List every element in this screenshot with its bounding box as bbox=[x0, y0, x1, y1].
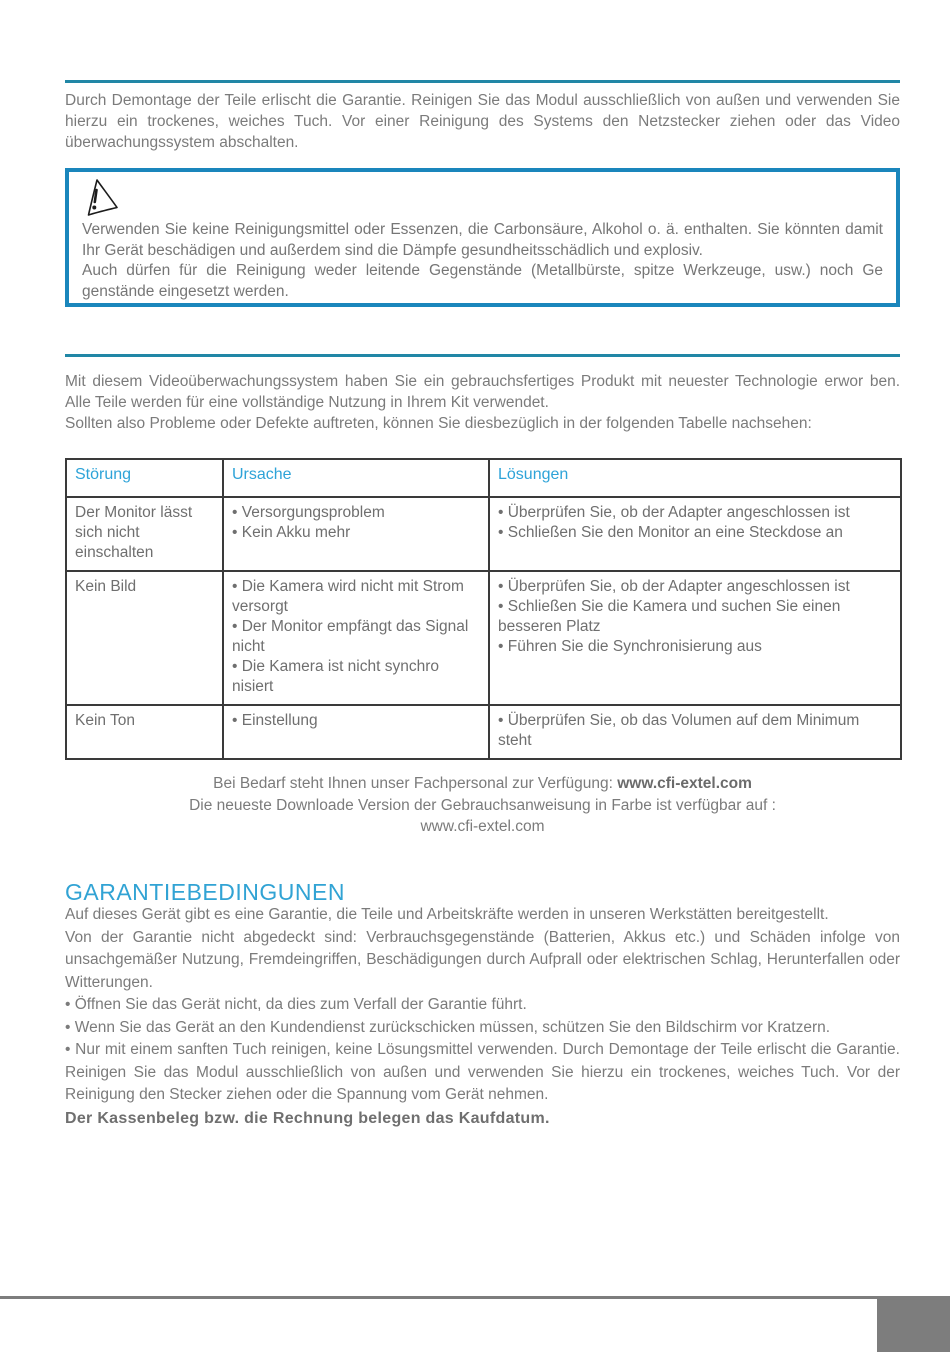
support-url-bold: www.cfi-extel.com bbox=[617, 775, 752, 792]
support-block bbox=[65, 773, 900, 838]
cause-cell bbox=[223, 571, 489, 705]
warning-paragraph: Verwenden Sie keine Reinigungsmittel oder Essenzen, die Carbonsäure, Alkohol o. ä. enthalten. Sie könnten damit Ihr Gerät beschädigen und außerdem sind die Dämpfe gesundheitsschädlich und explosiv. bbox=[82, 221, 883, 259]
footer-corner-block bbox=[877, 1296, 950, 1352]
solution-cell bbox=[489, 705, 901, 759]
warranty-paragraph: • Wenn Sie das Gerät an den Kundendienst zurückschicken müssen, schützen Sie den Bildschirm vor Kratzern. bbox=[65, 1018, 831, 1036]
column-header-problem: Störung bbox=[66, 459, 223, 497]
section-divider-mid bbox=[65, 354, 900, 357]
bullet-item: • Schließen Sie die Kamera und suchen Sie einen besseren Platz bbox=[498, 598, 841, 635]
bullet-item: • Führen Sie die Synchronisierung aus bbox=[498, 638, 762, 655]
warning-triangle-icon bbox=[84, 178, 120, 218]
bullet-item: • Versorgungsproblem bbox=[232, 504, 385, 521]
problem-cell: Kein Ton bbox=[66, 705, 223, 759]
receipt-note: Der Kassenbeleg bzw. die Rechnung belegen das Kaufdatum. bbox=[65, 1110, 550, 1127]
support-line-2: Die neueste Downloade Version der Gebrauchsanweisung in Farbe ist verfügbar auf : bbox=[189, 796, 776, 814]
troubleshooting-table bbox=[65, 458, 902, 760]
product-paragraph: Mit diesem Videoüberwachungssystem haben Sie ein gebrauchsfertiges Produkt mit neuester Technologie erwor ben. Alle Teile werden für eine vollständige Nutzung in Ihrem Kit verwendet. bbox=[65, 373, 900, 411]
bullet-item: • Der Monitor empfängt das Signal nicht bbox=[232, 618, 469, 655]
support-line-1: Bei Bedarf steht Ihnen unser Fachpersonal zur Verfügung: www.cfi-extel.com bbox=[213, 775, 752, 792]
warranty-text bbox=[65, 904, 900, 1107]
support-line-3: www.cfi-extel.com bbox=[420, 818, 545, 835]
column-header-cause: Ursache bbox=[223, 459, 489, 497]
problem-cell: Kein Bild bbox=[66, 571, 223, 705]
intro-paragraph: Durch Demontage der Teile erlischt die Garantie. Reinigen Sie das Modul ausschließlich von außen und verwenden Sie hierzu ein trockenes, weiches Tuch. Vor einer Reinigung des Systems den Netzstecker ziehen oder das Video überwachungssystem abschalten. bbox=[65, 92, 900, 151]
warranty-paragraph: Von der Garantie nicht abgedeckt sind: Verbrauchsgegenstände (Batterien, Akkus etc.) und Schäden infolge von unsachgemäßer Nutzung, Fremdeingriffen, Beschädigungen durch Aufprall oder elektrischen Schlag, Herunterfallen oder Witterungen. bbox=[65, 928, 900, 991]
solution-cell bbox=[489, 497, 901, 571]
warranty-paragraph: • Öffnen Sie das Gerät nicht, da dies zum Verfall der Garantie führt. bbox=[65, 996, 527, 1013]
bullet-item: • Überprüfen Sie, ob das Volumen auf dem Minimum steht bbox=[498, 712, 860, 749]
bullet-item: • Schließen Sie den Monitor an eine Steckdose an bbox=[498, 524, 843, 541]
bullet-item: • Einstellung bbox=[232, 712, 318, 729]
warning-paragraph: Auch dürfen für die Reinigung weder leitende Gegenstände (Metallbürste, spitze Werkzeuge, usw.) noch Ge genstände eingesetzt werden. bbox=[82, 262, 883, 300]
solution-cell bbox=[489, 571, 901, 705]
bullet-item: • Die Kamera wird nicht mit Strom versorgt bbox=[232, 578, 464, 615]
bullet-item: • Kein Akku mehr bbox=[232, 524, 351, 541]
table-row bbox=[66, 571, 901, 705]
warranty-paragraph: Auf dieses Gerät gibt es eine Garantie, die Teile und Arbeitskräfte werden in unseren Werkstätten bereitgestellt. bbox=[65, 906, 829, 923]
table-row bbox=[66, 497, 901, 571]
warning-box bbox=[65, 168, 900, 307]
table-row bbox=[66, 705, 901, 759]
footer-rule bbox=[0, 1296, 950, 1299]
bullet-item: • Überprüfen Sie, ob der Adapter angeschlossen ist bbox=[498, 504, 850, 521]
cause-cell bbox=[223, 497, 489, 571]
product-info-paragraph bbox=[65, 371, 900, 434]
table-header-row bbox=[66, 459, 901, 497]
bullet-item: • Überprüfen Sie, ob der Adapter angeschlossen ist bbox=[498, 578, 850, 595]
warning-text bbox=[82, 220, 883, 302]
product-paragraph: Sollten also Probleme oder Defekte auftreten, können Sie diesbezüglich in der folgenden Tabelle nachsehen: bbox=[65, 415, 812, 432]
bullet-item: • Die Kamera ist nicht synchro nisiert bbox=[232, 658, 440, 695]
cause-cell bbox=[223, 705, 489, 759]
column-header-solutions: Lösungen bbox=[489, 459, 901, 497]
section-divider-top bbox=[65, 80, 900, 83]
warranty-paragraph: • Nur mit einem sanften Tuch reinigen, keine Lösungsmittel verwenden. Durch Demontage der Teile erlischt die Garantie. Reinigen Sie das Modul ausschließlich von außen und verwenden Sie hierzu ein trockenes, weiches Tuch. Vor der Reinigung den Stecker ziehen oder die Spannung vom Gerät nehmen. bbox=[65, 1041, 900, 1103]
problem-cell: Der Monitor lässt sich nicht einschalten bbox=[66, 497, 223, 571]
warranty-section-title: GARANTIEBEDINGUNEN bbox=[65, 879, 345, 905]
